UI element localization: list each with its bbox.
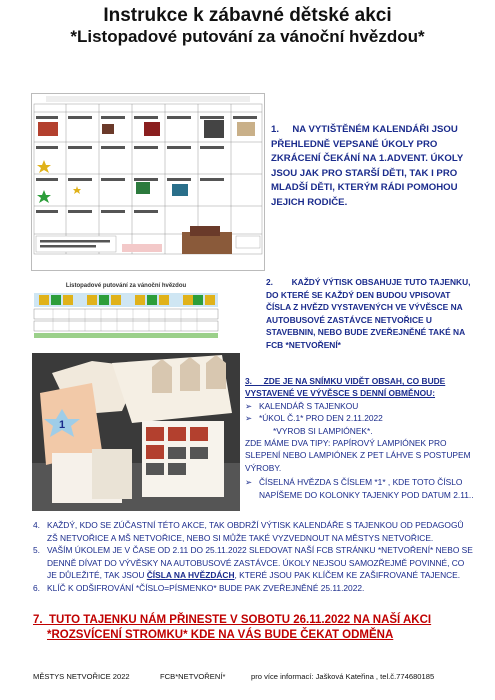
tajenka-strip-image [33, 283, 219, 341]
calendar-image [31, 93, 265, 271]
arrow-bullet-icon: ➢ [245, 477, 253, 488]
footer-contact: pro více informací: Jašková Kateřina , tel.č.774680185 [251, 672, 435, 681]
section-3 [245, 375, 482, 501]
final-instruction-line2: *ROZSVÍCENÍ STROMKU* KDE NA VÁS BUDE ČEKAT ODMĚNA [47, 629, 394, 641]
bullet-item [245, 400, 482, 412]
item-number: 5. [33, 545, 40, 556]
instructions-list [33, 519, 473, 595]
item-text: KAŽDÝ, KDO SE ZÚČASTNÍ TÉTO AKCE, TAK OBDRŽÍ VÝTISK KALENDÁŘE S TAJENKOU OD PEDAGOGŮ ZŠ NETVOŘICE A MŠ NETVOŘICE, NEBO SI MŮŽE TAKÉ VYZVEDNOUT NA MĚSTYS NETVOŘICE. [47, 520, 464, 543]
strip-title: Listopadové putování za vánoční hvězdou [65, 283, 187, 289]
item-number: 4. [33, 520, 40, 530]
section-3-heading: 3. ZDE JE NA SNÍMKU VIDĚT OBSAH, CO BUDE VYSTAVENÉ VE VÝVĚSCE S DENNÍ OBMĚNOU: [245, 376, 446, 399]
final-instruction-line1: 7. TUTO TAJENKU NÁM PŘINESTE V SOBOTU 26.11.2022 NA NAŠÍ AKCI [33, 614, 432, 626]
item-text: KLÍČ K ODŠIFROVÁNÍ *ČÍSLO=PÍSMENKO* BUDE PAK ZVEŘEJNĚNÉ 25.11.2022. [47, 582, 365, 593]
footer-fcb: FCB*NETVOŘENÍ* [160, 672, 226, 681]
arrow-bullet-icon: ➢ [245, 413, 253, 424]
footer-org: MĚSTYS NETVOŘICE 2022 [33, 672, 130, 681]
star-number: 1 [58, 419, 66, 431]
list-item [33, 544, 473, 582]
page-subtitle: *Listopadové putování za vánoční hvězdou* [70, 27, 425, 46]
bullet-item [245, 412, 482, 424]
section-2-text: 2. KAŽDÝ VÝTISK OBSAHUJE TUTO TAJENKU, DO KTERÉ SE KAŽDÝ DEN BUDOU VPISOVAT ČÍSLA Z HVĚZD VYSTAVENÝCH VE VÝVĚSCE NA AUTOBUSOVÉ ZASTÁVCE NETVOŘICE U STAVEBNIN, NEBO BUDE ZVEŘEJNĚNÉ TAKÉ NA FCB *NETVOŘENÍ* [266, 277, 471, 350]
section-1-text: 1. NA VYTIŠTĚNÉM KALENDÁŘI JSOU PŘEHLEDNĚ VEPSANÉ ÚKOLY PRO ZKRÁCENÍ ČEKÁNÍ NA 1.ADVENT. ÚKOLY JSOU JAK PRO STARŠÍ DĚTI, TAK I PRO MLADŠÍ DĚTI, KTERÝM RÁDI POMOHOU JEJICH RODIČE. [271, 124, 464, 208]
item-number: 6. [33, 582, 40, 593]
bullet-continuation: *VYROB SI LAMPIÓNEK*. [273, 425, 373, 436]
bullet-text: *ÚKOL Č.1* PRO DEN 2.11.2022 [259, 413, 383, 424]
bullet-item [245, 476, 482, 501]
final-instruction [33, 613, 473, 643]
display-photo [32, 353, 240, 511]
item-text: VAŠÍM ÚKOLEM JE V ČASE OD 2.11 DO 25.11.2022 SLEDOVAT NAŠÍ FCB STRÁNKU *NETVOŘENÍ* NEBO SE DENNĚ DÍVAT DO VÝVĚSKY NA AUTOBUSOVÉ ZASTÁVCE. ÚKOLY NEJSOU SAMOZŘEJMĚ POVINNÉ, CO JE DŮLEŽITÉ, TAK JSOU ČÍSLA NA HVĚZDÁCH, KTERÉ JSOU PAK KLÍČEM KE ZAŠIFROVANÉ TAJENCE. [47, 545, 473, 581]
bullet-text: ČÍSELNÁ HVĚZDA S ČÍSLEM *1* , KDE TOTO ČÍSLO NAPÍŠEME DO KOLONKY TAJENKY POD DATUM 2.11.. [259, 477, 474, 500]
stars-numbers-emphasis: ČÍSLA NA HVĚZDÁCH [146, 570, 235, 581]
bullet-text: KALENDÁŘ S TAJENKOU [259, 400, 359, 411]
list-item [33, 519, 473, 544]
list-item [33, 582, 473, 595]
tips-text: ZDE MÁME DVA TIPY: PAPÍROVÝ LAMPIÓNEK PRO SLEPENÍ NEBO LAMPIÓNEK Z PET LÁHVE S POSTUPEM VÝROBY. [245, 438, 471, 473]
arrow-bullet-icon: ➢ [245, 400, 253, 411]
page-title: Instrukce k zábavné dětské akci [103, 5, 392, 26]
